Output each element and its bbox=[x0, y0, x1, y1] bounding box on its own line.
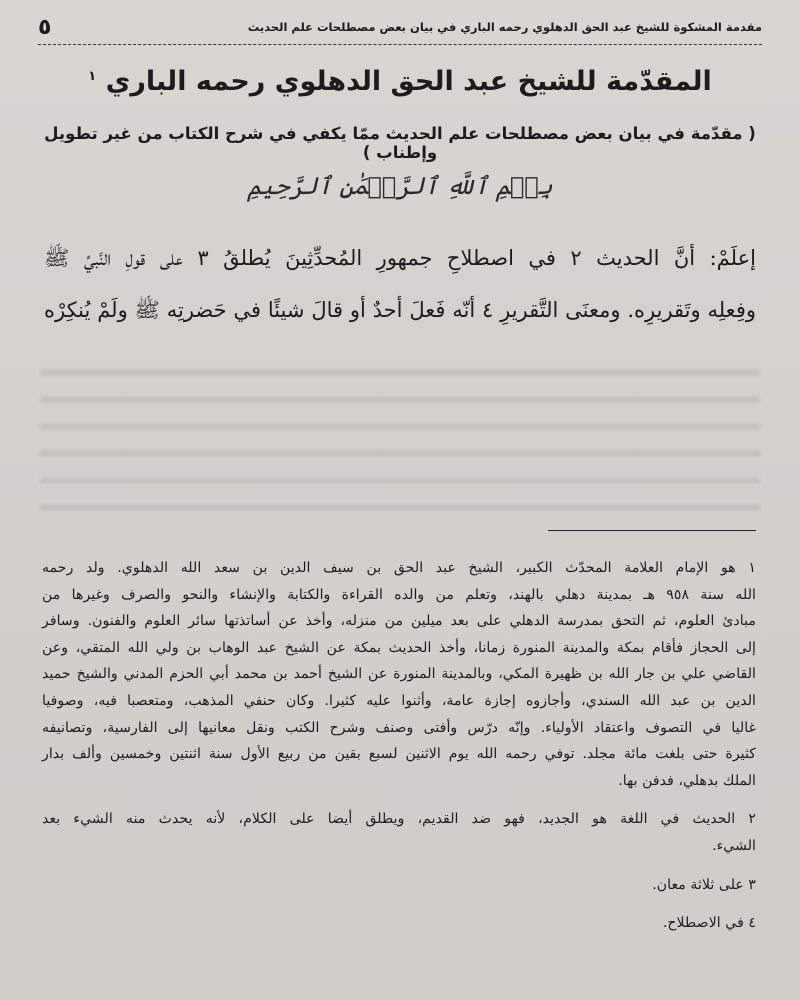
footnote-line: ٤ في الاصطلاح. bbox=[662, 915, 756, 932]
chapter-title-text: المقدّمة للشيخ عبد الحق الدهلوي رحمه الباري bbox=[105, 66, 712, 97]
footnote-line: ٣ على ثلاثة معان. bbox=[652, 876, 756, 893]
footnote-line: إلى الحجاز فأقام بمكة والمدينة المنورة زمانا، وأخذ الحديث بمكة عن الشيخ عبد الوهاب بن ولي الله المتقي، وعن bbox=[42, 639, 756, 656]
footnote-line: ١ هو الإمام العلامة المحدّث الكبير، الشيخ عبد الحق بن سيف الدين بن سعد الله الدهلوي. ولد رحمه bbox=[42, 560, 756, 576]
footnote-line: القاضي علي بن جار الله بن ظهيرة المكي، وبالمدينة المنورة عن الشيخ أحمد بن محمد أبي الحزم المدني والشيخ حميد bbox=[42, 666, 756, 683]
chapter-subtitle: ( مقدّمة في بيان بعض مصطلحات علم الحديث ممّا يكفي في شرح الكتاب من غير تطويل وإطناب ) bbox=[44, 124, 756, 162]
body-line: وفِعلِه وتَقريرِه. ومعنَى التَّقريرِ ٤ أنّه فَعلَ أحدٌ أو قالَ شيئًا في حَضرتِه ﷺ ولَمْ يُنكِرْه bbox=[44, 298, 756, 322]
footnote-separator bbox=[548, 530, 756, 531]
footnote-line: كثيرة حتى بلغت مائة مجلد. توفي رحمه الله يوم الاثنين لسبع بقين من ربيع الأول سنة اثنتين وخمسين وألف بدار bbox=[42, 746, 756, 763]
footnote-line: مبادئ العلوم، ثم التحق بمدرسة الدهلي على بعد ميلين من منزله، وأخذ عن أساتذتها سائر العلوم والفنون. وسافر bbox=[42, 613, 756, 630]
chapter-title bbox=[40, 66, 760, 97]
show-through-text bbox=[40, 355, 760, 525]
footnote-2 bbox=[42, 806, 756, 859]
footnotes bbox=[42, 555, 756, 937]
footnote-line: الله سنة ٩٥٨ هـ بمدينة دهلي بالهند، وتعلم من والده القراءة والكتابة والإنشاء والنحو والصرف وغيرها من bbox=[42, 586, 756, 603]
body-line: إعلَمْ: أنَّ الحديث ٢ في اصطلاحِ جمهورِ المُحدِّثِينَ يُطلقُ ٣ على قولِ النَّبيِّ ﷺ bbox=[44, 246, 756, 270]
footnote-3 bbox=[42, 872, 756, 899]
body-paragraph bbox=[44, 232, 756, 336]
title-footnote-ref: ١ bbox=[88, 69, 97, 84]
page-header bbox=[38, 10, 762, 45]
footnote-line: ٢ الحديث في اللغة هو الجديد، فهو ضد القديم، ويطلق أيضا على الكلام، لأنه يحدث منه الشيء بعد bbox=[42, 811, 756, 828]
basmala: بِسۡمِ ٱللَّهِ ٱلرَّحۡمَٰنِ ٱلرَّحِيمِ bbox=[247, 172, 553, 200]
footnote-line: غاليا في التصوف واعتقاد الأولياء. وإنّه درّس وأفتى وصنف وشرح الكتب ونقل معانيها إلى الفارسية، وتصانيفه bbox=[42, 719, 756, 736]
page-number: ٥ bbox=[38, 14, 52, 40]
footnote-line: الشيء. bbox=[712, 837, 756, 854]
footnote-line: الملك بدهلي، فدفن بها. bbox=[618, 772, 756, 789]
running-title: مقدمة المشكوة للشيخ عبد الحق الدهلوي رحمه الباري في بيان بعض مصطلحات علم الحديث bbox=[247, 20, 762, 34]
footnote-line: الدين بن عبد الله السندي، وأجازوه إجازة عامة، وأثنوا عليه كثيرا. وكان حنفي المذهب، ومتعصبا فيه، وصوفيا bbox=[42, 692, 756, 709]
footnote-4 bbox=[42, 910, 756, 937]
footnote-1 bbox=[42, 555, 756, 794]
